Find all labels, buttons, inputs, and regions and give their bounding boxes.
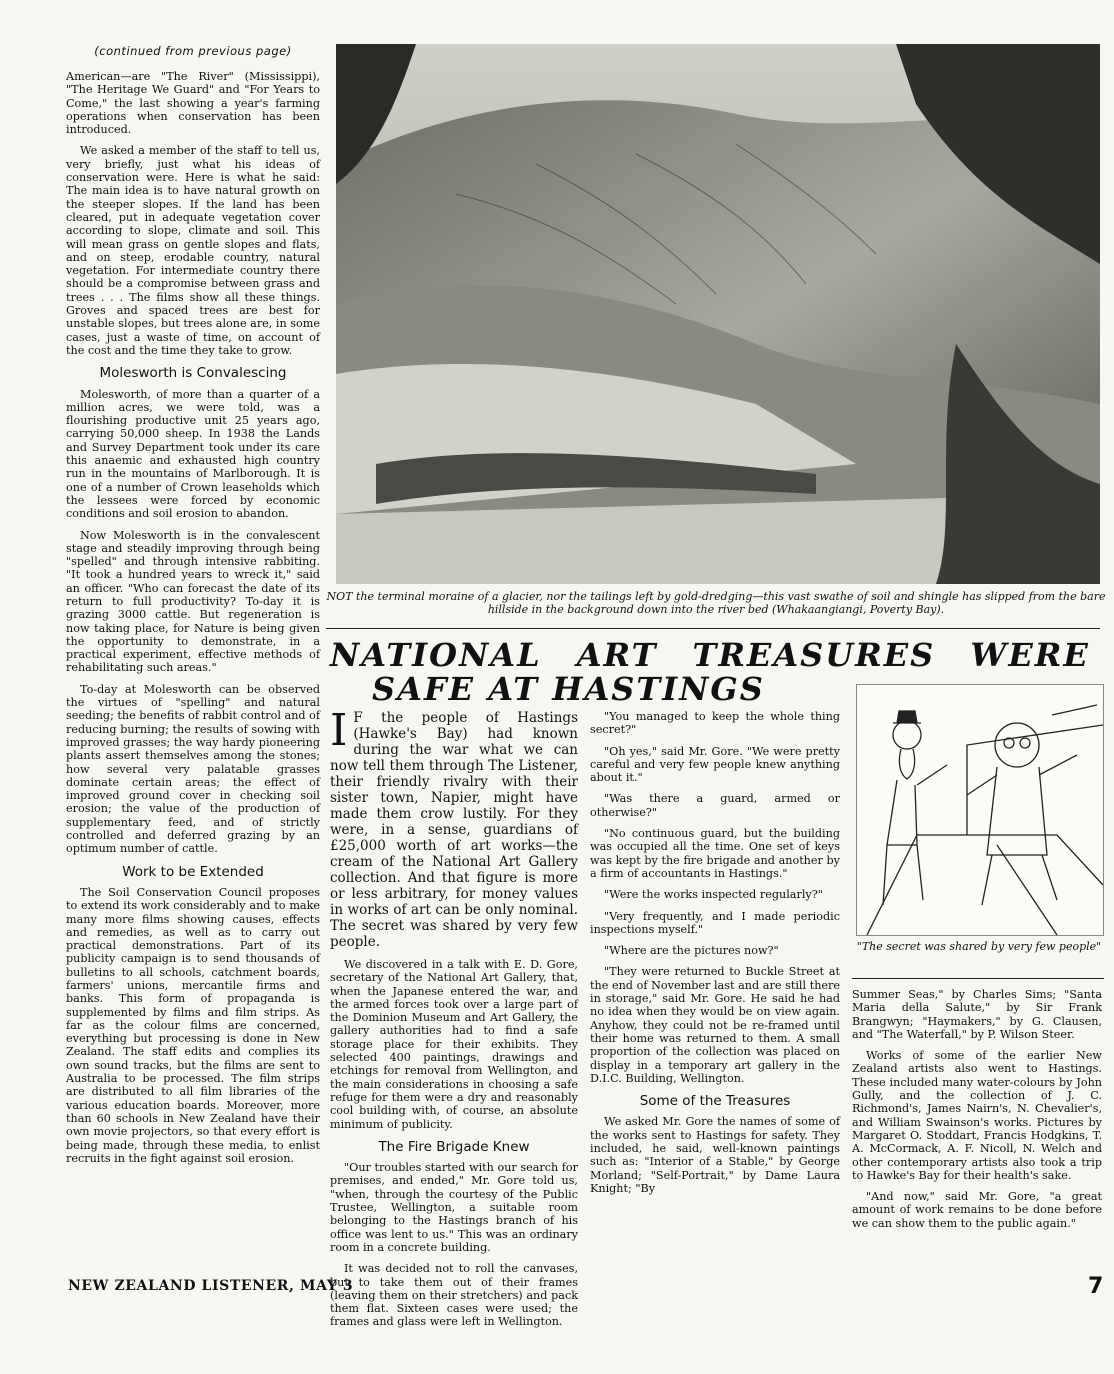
paragraph: "Were the works inspected regularly?" xyxy=(604,888,823,902)
cartoon-caption: "The secret was shared by very few people" xyxy=(856,940,1102,953)
photo-caption: NOT the terminal moraine of a glacier, nor the tailings left by gold-dredging—this vast swathe of soil and shingle has slipped from the bare hillside in the background down into the river bed (Whakaangiangi, Poverty Bay). xyxy=(326,590,1106,616)
paragraph: "You managed to keep the whole thing secret?" xyxy=(590,710,840,737)
left-column xyxy=(66,70,320,1173)
paragraph: Summer Seas," by Charles Sims; "Santa Maria della Salute," by Sir Frank Brangwyn; "Haymakers," by G. Clausen, and "The Waterfall," by P. Wilson Steer. xyxy=(852,988,1102,1041)
paragraph: We asked Mr. Gore the names of some of the works sent to Hastings for safety. They included, he said, well-known paintings such as: "Interior of a Stable," by George Morland; "Self-Portrait," by Dame Laura Knight; "By xyxy=(590,1115,840,1195)
paragraph: "Very frequently, and I made periodic inspections myself." xyxy=(590,909,840,936)
paragraph: "And now," said Mr. Gore, "a great amount of work remains to be done before we can show them to the public again." xyxy=(852,1190,1102,1230)
paragraph: "Oh yes," said Mr. Gore. "We were pretty careful and very few people knew anything about it." xyxy=(590,744,840,785)
divider xyxy=(326,628,1100,629)
page-number: 7 xyxy=(1088,1274,1104,1299)
article-column-1 xyxy=(330,705,578,1337)
publication-footer: NEW ZEALAND LISTENER, MAY 3 xyxy=(68,1278,354,1294)
paragraph: We discovered in a talk with E. D. Gore, secretary of the National Art Gallery, that, when the Japanese entered the war, and the armed forces took over a large part of the Dominion Museum and Art Gallery, the gallery authorities had to find a safe storage place for their exhibits. They selected 400 paintings, drawings and etchings for removal from Wellington, and the main considerations in choosing a safe refuge for them were a dry and reasonably cool building with, of course, an absolute minimum of publicity. xyxy=(330,958,578,1131)
paragraph: "No continuous guard, but the building was occupied all the time. One set of keys was kept by the fire brigade and another by a firm of accountants in Hastings." xyxy=(590,827,840,880)
paragraph: American—are "The River" (Mississippi), "The Heritage We Guard" and "For Years to Come," the last showing a year's farming operations when conservation has been introduced. xyxy=(66,70,320,137)
paragraph: Works of some of the earlier New Zealand artists also went to Hastings. These included many water-colours by John Gully, and the collection of J. C. Richmond's, James Nairn's, N. Chevalier's, and William Swainson's works. Pictures by Margaret O. Stoddart, Francis Hodgkins, T. A. McCormack, A. F. Nicoll, N. Welch and other contemporary artists also took a trip to Hawke's Bay for their health's sake. xyxy=(852,1049,1102,1182)
paragraph: "Was there a guard, armed or otherwise?" xyxy=(590,792,840,819)
paragraph: It was decided not to roll the canvases, but to take them out of their frames (leaving them on their stretchers) and pack them flat. Sixteen cases were used; the frames and glass were left in Wellington. xyxy=(330,1262,578,1329)
landslide-photo xyxy=(336,44,1100,584)
article-column-2 xyxy=(590,710,840,1203)
paragraph: "Our troubles started with our search for premises, and ended," Mr. Gore told us, "when, through the courtesy of the Public Trustee, Wellington, a suitable room belonging to the Hastings branch of his office was lent to us." This was an ordinary room in a concrete building. xyxy=(330,1161,578,1254)
landslide-photo-image xyxy=(336,44,1100,584)
cartoon-illustration xyxy=(856,684,1104,936)
headline-line-2: SAFE AT HASTINGS xyxy=(372,670,765,708)
lead-text: F the people of Hastings (Hawke's Bay) had known during the war what we can now tell them through The Listener, their friendly rivalry with their sister town, Napier, might have made them crow lustily. For they were, in a sense, guardians of £25,000 worth of art works—the cream of the National Art Gallery collection. And that figure is more or less arbitrary, for money values in works of art can be only nominal. The secret was shared by very few people. xyxy=(330,710,578,950)
paragraph: We asked a member of the staff to tell us, very briefly, just what his ideas of conservation were. Here is what he said: The main idea is to have natural growth on the steeper slopes. If the land has been cleared, put in adequate vegetation cover according to slope, climate and soil. This will mean grass on gentle slopes and flats, and on steep, erodable country, natural vegetation. For intermediate country there should be a compromise between grass and trees . . . The films show all these things. Groves and spaced trees are best for unstable slopes, but trees alone are, in some cases, just a waste of time, on account of the cost and the time they take to grow. xyxy=(66,144,320,357)
lead-paragraph xyxy=(330,705,578,950)
section-heading: Work to be Extended xyxy=(122,863,264,880)
article-column-3 xyxy=(852,988,1102,1238)
paragraph: To-day at Molesworth can be observed the virtues of "spelling" and natural seeding; the benefits of rabbit control and of reducing burning; the results of sowing with improved grasses; the way hardy pioneering plants assert themselves among the stones; how several very palatable grasses dominate certain areas; the effect of improved ground cover in checking soil erosion; the value of the production of supplementary feed, and of strictly controlled and deferred grazing by an optimum number of cattle. xyxy=(66,682,320,856)
section-heading: The Fire Brigade Knew xyxy=(378,1138,530,1155)
drop-cap: I xyxy=(330,705,348,756)
paragraph: "They were returned to Buckle Street at the end of November last and are still there in storage," said Mr. Gore. He said he had no idea when they would be on view again. Anyhow, they could not be re-framed until their home was returned to them. A small proportion of the collection was placed on display in a temporary art gallery in the D.I.C. Building, Wellington. xyxy=(590,965,840,1085)
paragraph: The Soil Conservation Council proposes to extend its work considerably and to make many more films showing causes, effects and remedies, as well as to carry out practical demonstrations. Part of its publicity campaign is to send thousands of bulletins to all schools, catchment boards, farmers' unions, mercantile firms and banks. This form of propaganda is supplemented by films and film strips. As far as the colour films are concerned, everything but processing is done in New Zealand. The staff edits and complies its own sound tracks, but the films are sent to Australia to be processed. The film strips are distributed to all film libraries of the various education boards. Moreover, more than 60 schools in New Zealand have their own movie projectors, so that every effort is being made, through these media, to enlist recruits in the fight against soil erosion. xyxy=(66,885,320,1165)
divider xyxy=(852,978,1104,979)
paragraph: "Where are the pictures now?" xyxy=(604,944,779,958)
section-heading: Some of the Treasures xyxy=(639,1093,791,1110)
headline-line-1: NATIONAL ART TREASURES WERE xyxy=(330,636,1090,674)
section-heading: Molesworth is Convalescing xyxy=(99,365,287,382)
cartoon-drawing xyxy=(857,685,1103,935)
continued-note: (continued from previous page) xyxy=(94,44,292,58)
paragraph: Molesworth, of more than a quarter of a million acres, we were told, was a flourishing productive unit 25 years ago, carrying 50,000 sheep. In 1938 the Lands and Survey Department took under its care this anaemic and exhausted high country run in the mountains of Marlborough. It is one of a number of Crown leaseholds which the lessees were forced by economic conditions and soil erosion to abandon. xyxy=(66,387,320,521)
paragraph: Now Molesworth is in the convalescent stage and steadily improving through being "spelled" and through intensive rabbiting. "It took a hundred years to wreck it," said an officer. "Who can forecast the date of its return to full productivity? To-day it is grazing 3000 cattle. But regeneration is now taking place, for Nature is being given the opportunity to demonstrate, in a practical experiment, effective methods of rehabilitating such areas." xyxy=(66,528,320,675)
